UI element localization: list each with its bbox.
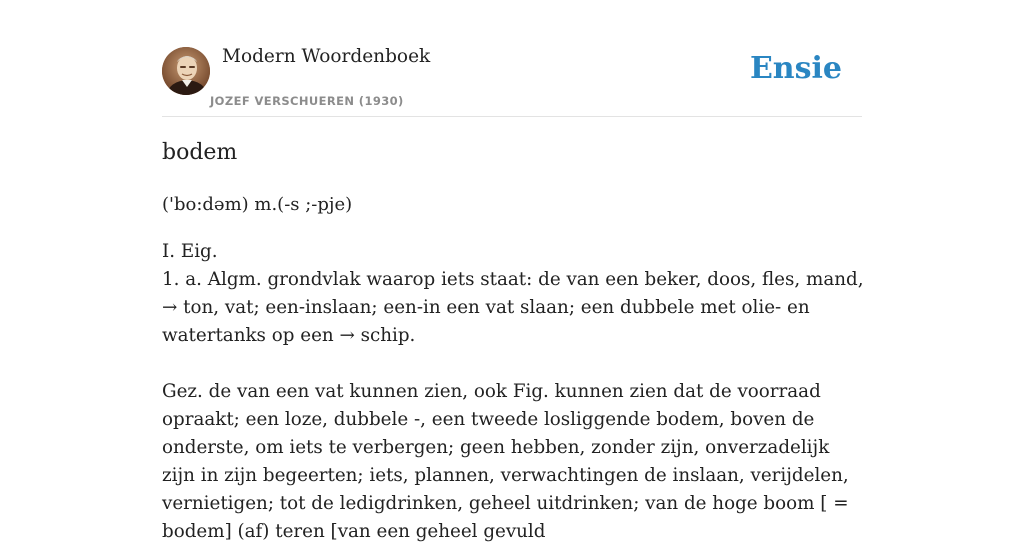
author-name[interactable]: JOZEF VERSCHUEREN (1930) <box>210 94 404 108</box>
entry-pronunciation: ('bo:dəm) m.(-s ;-pje) <box>162 194 353 215</box>
paragraph-spacer <box>162 350 864 378</box>
page-header <box>162 0 862 117</box>
ensie-logo[interactable]: Ensie <box>749 51 842 86</box>
author-avatar[interactable] <box>162 47 210 95</box>
sense-definition: 1. a. Algm. grondvlak waarop iets staat: de van een beker, doos, fles, mand, → ton, vat; een-inslaan; een-in een vat slaan; een dubbele met olie- en watertanks op een → schip. <box>162 269 864 346</box>
expressions-paragraph: Gez. de van een vat kunnen zien, ook Fig. kunnen zien dat de voorraad opraakt; een loze, dubbele -, een tweede losliggende bodem, boven de onderste, om iets te verbergen; geen hebben, zonder zijn, onverzadelijk zijn in zijn begeerten; iets, plannen, verwachtingen de inslaan, verijdelen, vernietigen; tot de ledigdrinken, geheel uitdrinken; van de hoge boom [ = bodem] (af) teren [van een geheel gevuld <box>162 381 849 542</box>
sense-heading: I. Eig. <box>162 241 218 262</box>
dictionary-title[interactable]: Modern Woordenboek <box>222 46 431 67</box>
entry-definition <box>162 238 864 546</box>
author-portrait-icon <box>162 47 210 95</box>
entry-headword: bodem <box>162 140 238 165</box>
dictionary-page <box>162 0 864 542</box>
